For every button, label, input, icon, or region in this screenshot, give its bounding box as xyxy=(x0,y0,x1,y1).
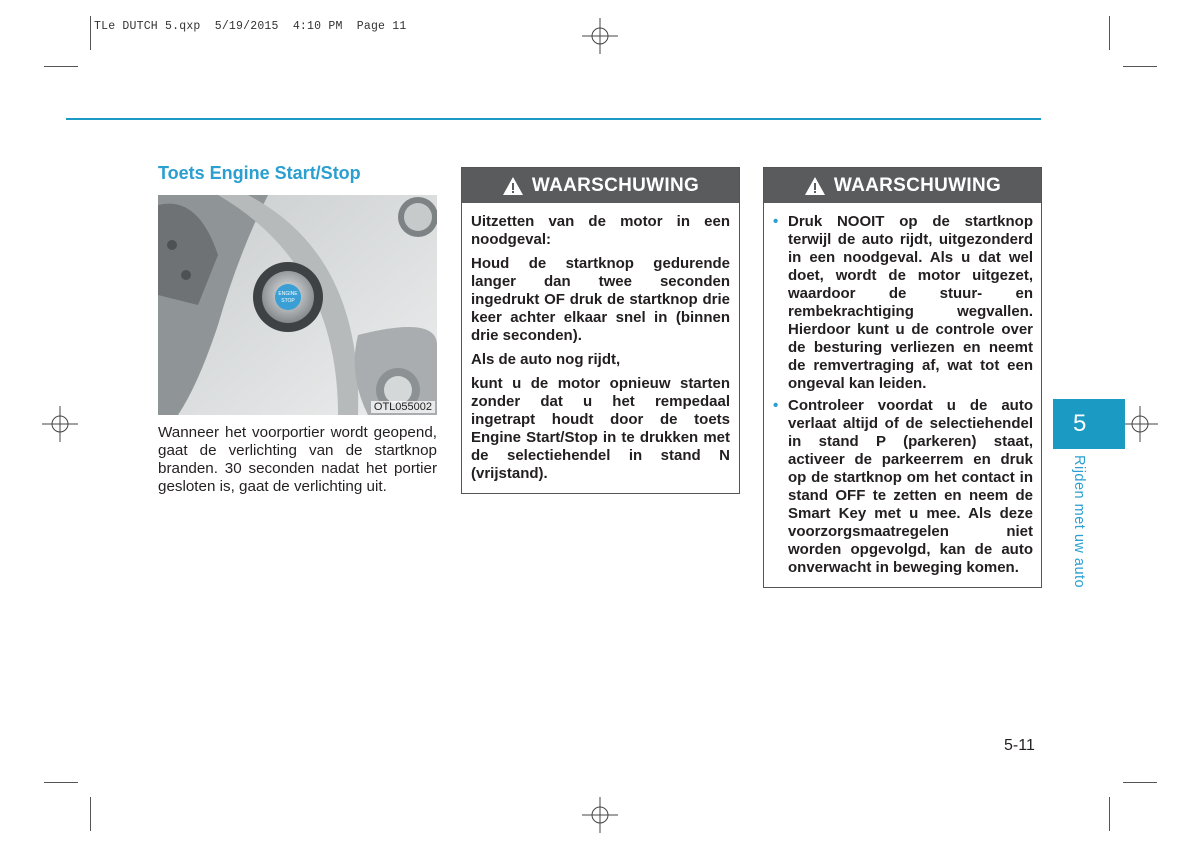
start-button-photo xyxy=(158,195,437,415)
warning-triangle-icon xyxy=(804,176,826,196)
warning-triangle-icon xyxy=(502,176,524,196)
warning-header xyxy=(764,168,1041,203)
photo-code: OTL055002 xyxy=(371,401,435,413)
chapter-tab xyxy=(1053,399,1125,449)
crop-mark xyxy=(90,797,91,831)
svg-text:ENGINE: ENGINE xyxy=(278,291,298,297)
crop-mark xyxy=(1123,782,1157,783)
warning-bullet xyxy=(773,397,1033,577)
registration-mark-left xyxy=(42,406,78,442)
registration-mark-top xyxy=(582,18,618,54)
crop-mark xyxy=(44,782,78,783)
bullet-text: Druk NOOIT op de startknop terwijl de auto rijdt, uitgezonderd in een noodgeval. Als u dat wel doet, wordt de motor uitgezet, waardoor de stuur- en rembekrachtiging wegvallen. Hierdoor kunt u de controle over de besturing verliezen en neemt de remvertraging af, wat tot een ongeval kan leiden. xyxy=(788,213,1033,392)
warning-paragraph: kunt u de motor opnieuw starten zonder dat u het rempedaal ingetrapt houdt door de toets Engine Start/Stop in te drukken met de selectiehendel in stand N (vrijstand). xyxy=(471,375,730,482)
warning-heading: WAARSCHUWING xyxy=(531,174,700,196)
crop-mark xyxy=(44,66,78,67)
warning-paragraph: Houd de startknop gedurende langer dan twee seconden ingedrukt OF druk de startknop drie keer achter elkaar snel in (binnen drie seconden). xyxy=(471,255,730,344)
section-paragraph: Wanneer het voorportier wordt geopend, gaat de verlichting van de startknop branden. 30 seconden nadat het portier gesloten is, gaat de verlichting uit. xyxy=(158,424,437,495)
warning-bullet xyxy=(773,213,1033,393)
bullet-dot-icon: • xyxy=(773,397,779,414)
page-number: 5-11 xyxy=(1004,737,1035,754)
bullet-text: Controleer voordat u de auto verlaat altijd of de selectiehendel in stand P (parkeren) staat, activeer de parkeerrem en druk op de startknop om het contact in stand OFF te zetten en neem de Smart Key met u mee. Als deze voorzorgsmaatregelen niet worden opgevolgd, kan de auto onverwacht in beweging komen. xyxy=(788,397,1033,576)
registration-mark-bottom xyxy=(582,797,618,833)
bullet-dot-icon: • xyxy=(773,213,779,230)
crop-mark xyxy=(1109,16,1110,50)
chapter-title xyxy=(1063,455,1093,595)
steering-wheel-illustration xyxy=(158,195,437,415)
chapter-number: 5 xyxy=(1073,410,1087,437)
warning-box-right xyxy=(763,167,1042,588)
warning-paragraph: Uitzetten van de motor in een noodgeval: xyxy=(471,213,730,248)
registration-mark-right xyxy=(1122,406,1158,442)
crop-mark xyxy=(1123,66,1157,67)
warning-body xyxy=(764,203,1041,587)
header-rule xyxy=(66,118,1041,120)
crop-mark xyxy=(1109,797,1110,831)
warning-box-left xyxy=(461,167,740,494)
warning-heading: WAARSCHUWING xyxy=(833,174,1002,196)
crop-mark xyxy=(90,16,91,50)
warning-body xyxy=(462,203,739,493)
print-slug: TLe DUTCH 5.qxp 5/19/2015 4:10 PM Page 11 xyxy=(94,20,407,33)
warning-header xyxy=(462,168,739,203)
warning-paragraph: Als de auto nog rijdt, xyxy=(471,351,621,368)
svg-text:STOP: STOP xyxy=(281,298,295,304)
section-title: Toets Engine Start/Stop xyxy=(158,163,361,183)
chapter-title-text: Rijden met uw auto xyxy=(1071,455,1087,589)
